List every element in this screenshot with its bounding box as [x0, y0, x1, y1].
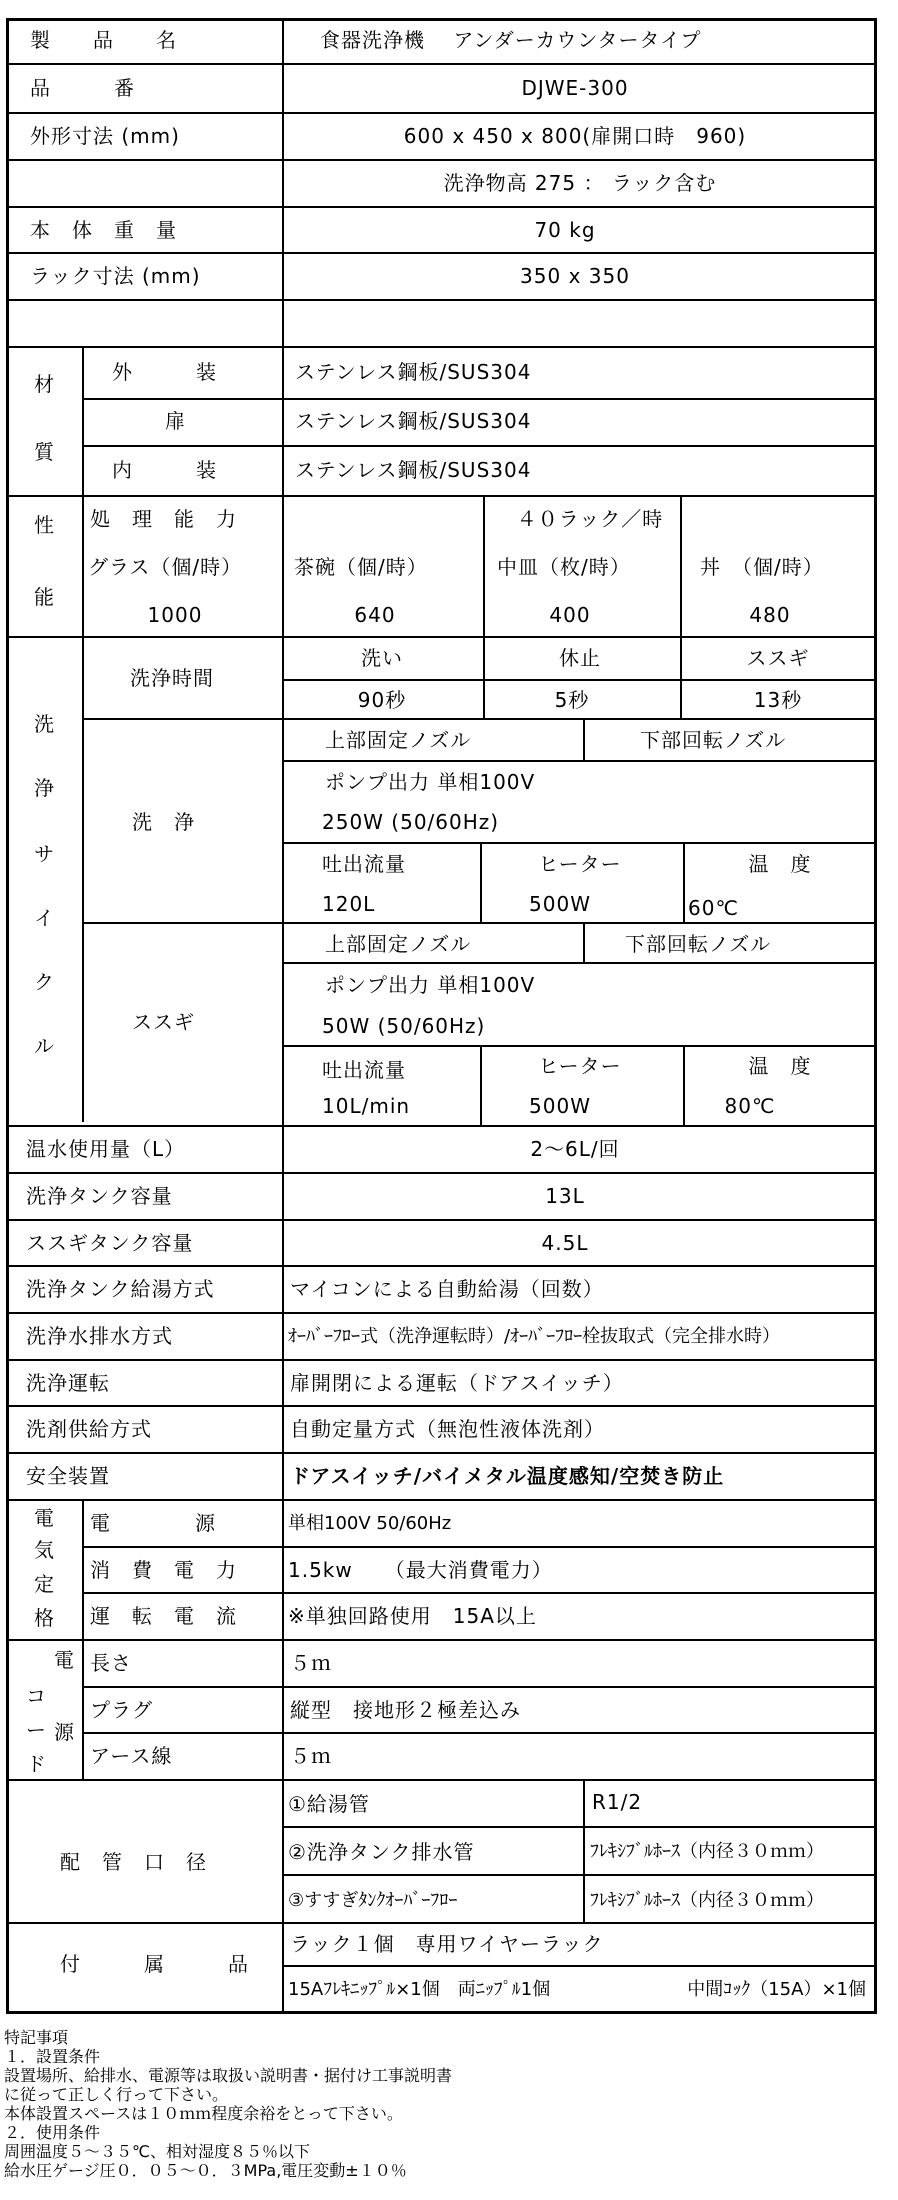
- electrical-name: 運 転 電 流: [90, 1604, 237, 1628]
- material-value: ステンレス鋼板/SUS304: [295, 409, 532, 433]
- dimensions-note: 洗浄物高 275 ： ラック含む: [443, 171, 717, 195]
- hot-water-supply-value: マイコンによる自動給湯（回数）: [290, 1277, 604, 1301]
- column-divider: [583, 1779, 585, 1922]
- column-divider: [680, 636, 682, 718]
- safety-value: ドアスイッチ/バイメタル温度感知/空焚き防止: [290, 1464, 725, 1488]
- column-divider: [483, 636, 485, 718]
- table-border-bottom: [6, 2011, 876, 2014]
- row-divider: [83, 922, 876, 924]
- product-name-value: 食器洗浄機 アンダーカウンタータイプ: [320, 28, 702, 52]
- accessories-line2-left: 15Aﾌﾚｷﾆｯﾌﾟﾙ×1個 両ﾆｯﾌﾟﾙ1個: [288, 1979, 551, 2000]
- accessories-line2-right: 中間ｺｯｸ（15A）×1個: [687, 1979, 866, 2000]
- cycle-label-char: サ: [34, 842, 55, 866]
- row-divider: [6, 112, 876, 114]
- cord-label-char: 電: [54, 1648, 75, 1672]
- row-divider: [6, 63, 876, 65]
- wash-heater-label: ヒーター: [538, 852, 622, 876]
- row-divider: [283, 1826, 876, 1828]
- column-divider: [583, 922, 585, 964]
- row-divider: [83, 718, 876, 720]
- capacity-label: 処 理 能 力: [90, 507, 237, 531]
- row-divider: [6, 1359, 876, 1361]
- drain-label: 洗浄水排水方式: [26, 1324, 173, 1348]
- column-divider: [680, 495, 682, 636]
- row-divider: [283, 679, 876, 681]
- row-divider: [6, 1922, 876, 1924]
- column-divider: [82, 346, 84, 1122]
- wash-label: 洗 浄: [132, 810, 195, 834]
- rinse-nozzle-right: 下部回転ノズル: [625, 932, 772, 956]
- wash-pump-watts: 250W (50/60Hz): [322, 810, 500, 834]
- wash-flow: 120L: [322, 892, 376, 916]
- row-divider: [6, 1265, 876, 1267]
- perf-header: 丼 （個/時）: [700, 555, 824, 579]
- row-divider: [6, 1125, 876, 1127]
- row-divider: [283, 842, 876, 844]
- row-divider: [6, 1499, 876, 1501]
- product-name-label: 製 品 名: [30, 28, 177, 52]
- row-divider: [83, 1732, 876, 1734]
- operation-value: 扉開閉による運転（ドアスイッチ）: [290, 1371, 624, 1395]
- column-divider: [683, 842, 685, 922]
- special-notes: [4, 2028, 452, 2180]
- rinse-tank-label: ススギタンク容量: [26, 1231, 194, 1255]
- rinse-label: ススギ: [132, 1010, 195, 1034]
- note-line: 本体設置スペースは１０ｍｍ程度余裕をとって下さい。: [4, 2104, 403, 2123]
- note-line: 周囲温度５～３５℃、相対湿度８５％以下: [4, 2142, 310, 2161]
- time-header: 洗い: [361, 646, 403, 670]
- row-divider: [283, 962, 876, 964]
- cord-value: 縦型 接地形２極差込み: [290, 1698, 521, 1722]
- row-divider: [83, 1686, 876, 1688]
- cord-name: 長さ: [90, 1651, 132, 1675]
- table-border-right: [874, 18, 877, 2014]
- row-divider: [83, 1546, 876, 1548]
- perf-value: 400: [549, 603, 591, 627]
- wash-tank-value: 13L: [545, 1184, 585, 1208]
- rinse-tank-value: 4.5L: [541, 1231, 589, 1255]
- piping-name: ③すすぎﾀﾝｸｵｰﾊﾞｰﾌﾛｰ: [288, 1890, 458, 1911]
- perf-header: 中皿（枚/時）: [497, 555, 631, 579]
- column-divider: [480, 1045, 482, 1125]
- row-divider: [6, 1779, 876, 1781]
- cord-label-char: ー: [26, 1718, 47, 1742]
- dimensions-value: 600 x 450 x 800(扉開口時 960): [403, 124, 747, 148]
- rinse-temp: 80℃: [724, 1094, 776, 1118]
- time-header: ススギ: [746, 646, 810, 670]
- wash-flow-label: 吐出流量: [322, 852, 406, 876]
- cycle-label-char: ル: [34, 1034, 55, 1058]
- accessories-label: 付 属 品: [60, 1952, 249, 1976]
- row-divider: [283, 1965, 876, 1967]
- rinse-heater: 500W: [529, 1094, 591, 1118]
- cord-label-char: ド: [26, 1752, 47, 1776]
- row-divider: [283, 1874, 876, 1876]
- row-divider: [6, 252, 876, 254]
- column-divider: [483, 495, 485, 636]
- capacity-value: ４０ラック／時: [516, 507, 664, 531]
- note-line: ２．使用条件: [4, 2123, 101, 2142]
- piping-value: ﾌﾚｷｼﾌﾞﾙﾎｰｽ（内径３０ｍｍ）: [590, 1841, 824, 1862]
- model-no-label: 品 番: [30, 76, 135, 100]
- electrical-value: 単相100V 50/60Hz: [288, 1513, 452, 1534]
- wash-tank-label: 洗浄タンク容量: [26, 1184, 173, 1208]
- material-label-1: 材: [34, 372, 55, 396]
- material-value: ステンレス鋼板/SUS304: [295, 458, 532, 482]
- material-part: 扉: [165, 409, 186, 433]
- material-label-2: 質: [34, 440, 55, 464]
- row-divider: [6, 159, 876, 161]
- safety-label: 安全装置: [26, 1464, 110, 1488]
- operation-label: 洗浄運転: [26, 1371, 110, 1395]
- cycle-label-char: ク: [34, 970, 55, 994]
- hot-water-supply-label: 洗浄タンク給湯方式: [26, 1277, 215, 1301]
- perf-header: 茶碗（個/時）: [294, 555, 428, 579]
- perf-value: 1000: [147, 603, 203, 627]
- row-divider: [6, 636, 876, 638]
- drain-value: ｵｰﾊﾞｰﾌﾛｰ式（洗浄運転時）/ｵｰﾊﾞｰﾌﾛｰ栓抜取式（完全排水時）: [288, 1326, 781, 1347]
- electrical-label-char: 格: [34, 1606, 55, 1630]
- row-divider: [6, 1639, 876, 1641]
- time-header: 休止: [559, 646, 601, 670]
- column-divider: [683, 1045, 685, 1125]
- rinse-heater-label: ヒーター: [538, 1054, 622, 1078]
- detergent-label: 洗剤供給方式: [26, 1417, 152, 1441]
- cord-label-char: 源: [54, 1720, 75, 1744]
- perf-value: 640: [354, 603, 396, 627]
- row-divider: [83, 398, 876, 400]
- wash-nozzle-right: 下部回転ノズル: [640, 728, 787, 752]
- note-line: 給水圧ゲージ圧０．０５～０．３MPa,電圧変動±１０％: [4, 2161, 407, 2180]
- row-divider: [6, 206, 876, 208]
- cycle-label-char: イ: [34, 906, 55, 930]
- performance-label-2: 能: [34, 585, 55, 609]
- cycle-label-char: 洗: [34, 712, 55, 736]
- row-divider: [6, 1312, 876, 1314]
- piping-value: ﾌﾚｷｼﾌﾞﾙﾎｰｽ（内径３０ｍｍ）: [590, 1890, 824, 1911]
- rinse-pump: ポンプ出力 単相100V: [325, 973, 536, 997]
- material-value: ステンレス鋼板/SUS304: [295, 360, 532, 384]
- electrical-name: 消 費 電 力: [90, 1558, 237, 1582]
- electrical-name: 電 源: [90, 1511, 216, 1535]
- electrical-label-char: 電: [34, 1506, 55, 1530]
- wash-heater: 500W: [529, 892, 591, 916]
- piping-name: ①給湯管: [288, 1792, 370, 1816]
- row-divider: [83, 1592, 876, 1594]
- row-divider: [6, 495, 876, 497]
- rinse-flow-label: 吐出流量: [322, 1058, 406, 1082]
- rinse-pump-watts: 50W (50/60Hz): [322, 1014, 486, 1038]
- wash-time-label: 洗浄時間: [130, 666, 214, 690]
- column-divider: [282, 18, 284, 2012]
- wash-pump: ポンプ出力 単相100V: [325, 770, 536, 794]
- row-divider: [6, 1452, 876, 1454]
- electrical-value: 1.5kw （最大消費電力）: [288, 1558, 553, 1582]
- material-part: 外 装: [112, 360, 217, 384]
- rinse-flow: 10L/min: [322, 1094, 411, 1118]
- note-line: 特記事項: [4, 2028, 69, 2047]
- weight-label: 本 体 重 量: [30, 218, 177, 242]
- wash-temp: 60℃: [688, 896, 739, 920]
- note-line: に従って正しく行って下さい。: [4, 2085, 229, 2104]
- time-value: 13秒: [753, 688, 803, 712]
- note-line: 設置場所、給排水、電源等は取扱い説明書・据付け工事説明書: [4, 2066, 453, 2085]
- model-no-value: DJWE-300: [521, 76, 629, 100]
- perf-header: グラス（個/時）: [88, 555, 243, 579]
- weight-value: 70 kg: [534, 218, 596, 242]
- table-border-top: [6, 18, 876, 21]
- column-divider: [583, 718, 585, 762]
- performance-label-1: 性: [34, 513, 55, 537]
- electrical-label-char: 気: [34, 1538, 55, 1562]
- column-divider: [480, 842, 482, 922]
- time-value: 5秒: [554, 688, 590, 712]
- piping-name: ②洗浄タンク排水管: [288, 1840, 475, 1864]
- hot-water-use-label: 温水使用量（L）: [26, 1137, 186, 1161]
- cord-name: アース線: [90, 1744, 173, 1768]
- row-divider: [6, 299, 876, 301]
- rinse-temp-label: 温 度: [748, 1054, 812, 1078]
- row-divider: [283, 1045, 876, 1047]
- electrical-label-char: 定: [34, 1572, 55, 1596]
- cord-value: ５ｍ: [290, 1651, 332, 1675]
- wash-temp-label: 温 度: [748, 852, 812, 876]
- row-divider: [6, 346, 876, 348]
- cord-value: ５ｍ: [290, 1744, 332, 1768]
- rack-size-label: ラック寸法 (mm): [30, 264, 201, 288]
- cord-label-char: コ: [26, 1684, 47, 1708]
- row-divider: [6, 1405, 876, 1407]
- electrical-value: ※単独回路使用 15A以上: [288, 1604, 537, 1628]
- row-divider: [6, 1172, 876, 1174]
- rinse-nozzle-left: 上部固定ノズル: [325, 932, 472, 956]
- cord-name: プラグ: [90, 1698, 153, 1722]
- material-part: 内 装: [112, 458, 217, 482]
- wash-nozzle-left: 上部固定ノズル: [325, 728, 472, 752]
- perf-value: 480: [749, 603, 791, 627]
- table-border-left: [6, 18, 9, 2014]
- piping-value: R1/2: [592, 1790, 643, 1814]
- row-divider: [6, 1219, 876, 1221]
- detergent-value: 自動定量方式（無泡性液体洗剤）: [290, 1417, 605, 1441]
- rack-size-value: 350 x 350: [520, 264, 630, 288]
- time-value: 90秒: [357, 688, 407, 712]
- note-line: １．設置条件: [4, 2047, 101, 2066]
- column-divider: [82, 1499, 84, 1779]
- row-divider: [283, 760, 876, 762]
- row-divider: [83, 445, 876, 447]
- accessories-line1: ラック１個 専用ワイヤーラック: [290, 1932, 604, 1956]
- hot-water-use-value: 2～6L/回: [530, 1137, 620, 1161]
- cycle-label-char: 浄: [34, 776, 55, 800]
- piping-label: 配 管 口 径: [60, 1850, 207, 1874]
- dimensions-label: 外形寸法 (mm): [30, 124, 180, 148]
